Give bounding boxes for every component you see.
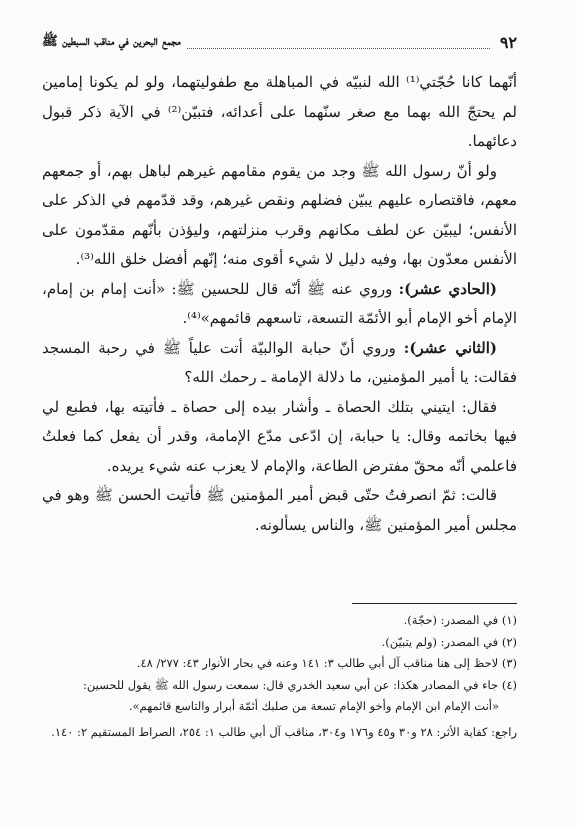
paragraph [42, 334, 517, 393]
paragraph [42, 157, 517, 275]
paragraph-lead: (الثاني عشر): [403, 338, 497, 357]
header-leader-dots [187, 36, 490, 49]
main-text [42, 68, 517, 540]
footnote: (٤) جاء في المصادر هكذا: عن أبي سعيد الخدري قال: سمعت رسول الله ﷺ يقول للحسين: [83, 677, 517, 692]
paragraph-text: ولو أنّ رسول الله ﷺ وجد من يقوم مقامهم غيرهم لباهل بهم، أو جمعهم معهم، فاقتصاره عليهم يبيّن فضلهم ونقص غيرهم، وقد قدّمهم في الذكر على الأنفس؛ ليبيّن عن لطف مكانهم وقرب منزلتهم، وليؤذن بأنّهم مقدّمون على الأنفس معدّون بها، وفيه دليل لا شيء أقوى منه؛ إنّهم أفضل خلق الله⁽³⁾. [42, 161, 517, 268]
paragraph-lead: (الحادي عشر): [398, 279, 497, 298]
paragraph-text: قالت: ثمّ انصرفتُ حتّى قبض أمير المؤمنين ﷺ فأتيت الحسن ﷺ وهو في مجلس أمير المؤمنين ﷺ، والناس يسألونه. [42, 486, 517, 534]
footnote-divider [352, 603, 517, 604]
paragraph-text: وروي أنّ حبابة الوالبيّة أتت علياً ﷺ في رحبة المسجد فقالت: يا أمير المؤمنين، ما دلالة الإمامة ـ رحمك الله؟ [42, 338, 517, 386]
footnote: (٣) لاحظ إلى هنا مناقب آل أبي طالب ٣: ١٤١ وعنه في بحار الأنوار ٤٣: ٢٧٧/ ٤٨. [136, 656, 517, 670]
paragraph [42, 68, 517, 157]
paragraph-text: وروي عنه ﷺ أنّه قال للحسين ﷺ: «أنت إمام بن إمام، الإمام أخو الإمام أبو الأئمّة التسعة، تاسعهم قائمهم»⁽⁴⁾. [42, 279, 517, 327]
paragraph [42, 481, 517, 540]
running-title: مجمع البحرين في مناقب السبطين ﷺ [42, 33, 181, 49]
page-number: ٩٢ [499, 32, 517, 52]
running-header [42, 30, 517, 54]
footnote: (١) في المصدر: (حجّة). [403, 613, 517, 627]
paragraph-text: أنّهما كانا حُجّتي⁽¹⁾ الله لنبيّه في المباهلة مع طفوليتهما، ولو لم يكونا إمامين لم يحتجّ الله بهما مع صغر سنّهما على أعدائه، فتبيّن⁽²⁾ في الآية ذكر قبول دعائهما. [42, 73, 518, 150]
footnotes [42, 610, 517, 743]
paragraph [42, 393, 517, 482]
footnote-continuation: «أنت الإمام ابن الإمام وأخو الإمام تسعة من صلبك أئمّة أبرار والتاسع قائمهم». [128, 699, 499, 713]
footnote: (٢) في المصدر: (ولم يتبيّن). [381, 634, 517, 649]
book-page [42, 30, 517, 806]
paragraph-text: فقال: ايتيني بتلك الحصاة ـ وأشار بيده إلى حصاة ـ فأتيته بها، فطبع لي فيها بخاتمه وقال: يا حبابة، إن ادّعى مدّع الإمامة، وقدر أن يفعل كما فعلتُ فاعلمي أنّه محقّ مفترض الطاعة، والإمام لا يعزب عنه شيء يريده. [42, 397, 517, 475]
footnote: راجع: كفاية الأثر: ٢٨ و٣٠ و٤٥ و١٧٦ و٣٠٤، مناقب آل أبي طالب ١: ٢٥٤، الصراط المستقيم ٢: ١٤٠. [51, 724, 517, 739]
paragraph [42, 275, 517, 334]
